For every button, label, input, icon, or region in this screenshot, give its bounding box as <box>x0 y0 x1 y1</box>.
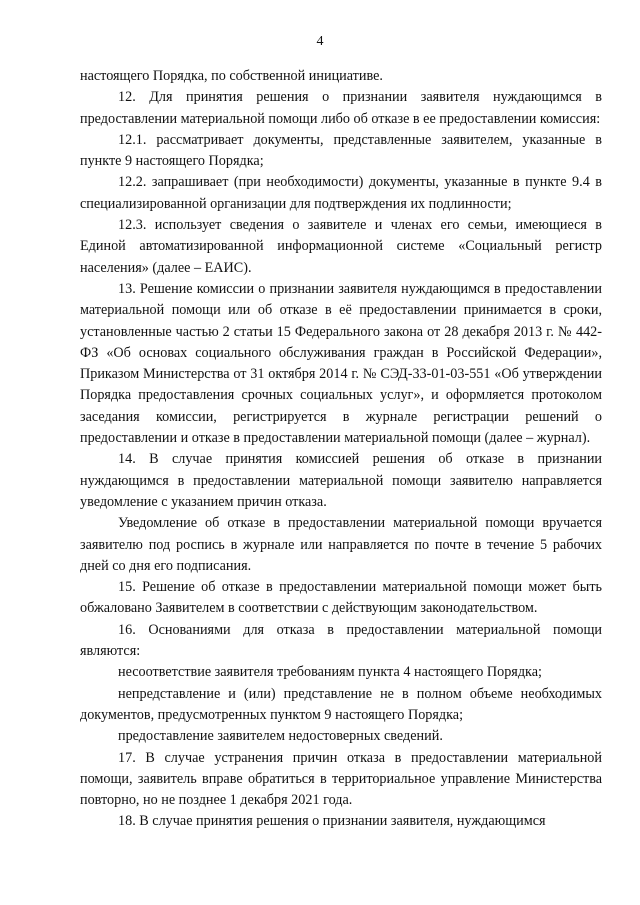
paragraph-13: 13. Решение комиссии о признании заявителя нуждающимся в предоставлении материальной помощи или об отказе в её предоставлении принимается в сроки, установленные частью 2 статьи 15 Федерального закона от 28 декабря 2013 г. № 442-ФЗ «Об основах социального обслуживания граждан в Российской Федерации», Приказом Министерства от 31 октября 2014 г. № СЭД-33-01-03-551 «Об утверждении Порядка предоставления срочных социальных услуг», и оформляется протоколом заседания комиссии, регистрируется в журнале регистрации решений о предоставлении и отказе в предоставлении материальной помощи (далее – журнал). <box>80 280 602 447</box>
paragraph-16: 16. Основаниями для отказа в предоставлении материальной помощи являются: <box>80 621 602 660</box>
paragraph-12-1: 12.1. рассматривает документы, представленные заявителем, указанные в пункте 9 настоящего Порядка; <box>80 131 602 170</box>
paragraph-15: 15. Решение об отказе в предоставлении материальной помощи может быть обжаловано Заявителем в соответствии с действующим законодательством. <box>80 579 602 617</box>
paragraph-12-2: 12.2. запрашивает (при необходимости) документы, указанные в пункте 9.4 в специализированной организации для подтверждения их подлинности; <box>80 174 602 212</box>
paragraph-16-item: предоставление заявителем недостоверных сведений. <box>118 728 443 745</box>
paragraph-16-item: несоответствие заявителя требованиям пункта 4 настоящего Порядка; <box>118 664 542 681</box>
paragraph: настоящего Порядка, по собственной инициативе. <box>80 68 383 84</box>
paragraph-12: 12. Для принятия решения о признании заявителя нуждающимся в предоставлении материальной помощи либо об отказе в ее предоставлении комиссия: <box>80 89 602 127</box>
paragraph-18: 18. В случае принятия решения о признании заявителя, нуждающимся <box>118 813 546 830</box>
paragraph-16-item: непредставление и (или) представление не в полном объеме необходимых документов, предусмотренных пунктом 9 настоящего Порядка; <box>80 685 602 723</box>
paragraph-17: 17. В случае устранения причин отказа в предоставлении материальной помощи, заявитель вправе обратиться в территориальное управление Министерства повторно, но не позднее 1 декабря 2021 года. <box>80 749 602 809</box>
document-body <box>80 66 602 833</box>
page-number: 4 <box>316 34 324 49</box>
paragraph-14-notice: Уведомление об отказе в предоставлении материальной помощи вручается заявителю под роспись в журнале или направляется по почте в течение 5 рабочих дней со дня его подписания. <box>80 515 602 574</box>
paragraph-14: 14. В случае принятия комиссией решения об отказе в признании нуждающимся в предоставлении материальной помощи заявителю направляется уведомление с указанием причин отказа. <box>80 451 602 510</box>
paragraph-12-3: 12.3. использует сведения о заявителе и членах его семьи, имеющиеся в Единой автоматизированной информационной системе «Социальный регистр населения» (далее – ЕАИС). <box>80 217 602 276</box>
